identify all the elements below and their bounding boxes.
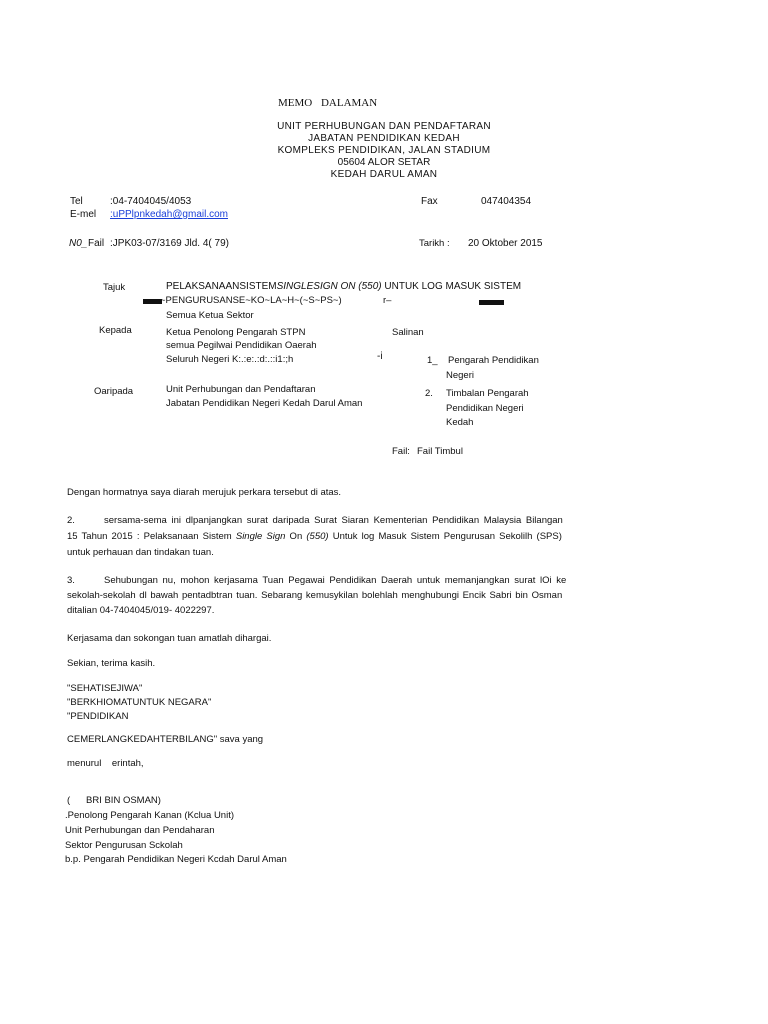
daripada-line-1: Unit Perhubungan dan Pendaftaran	[166, 384, 316, 395]
signatory-sector: Sektor Pengurusan Sckolah	[65, 840, 183, 851]
subject-line-2: ~PENGURUSANSE~KO~LA~H~(~S~PS~)	[160, 295, 342, 306]
p2-text-a: 15 Tahun 2015 : Pelaksanaan Sistem	[67, 531, 236, 542]
date-value: 20 Oktober 2015	[468, 238, 543, 249]
paragraph-3-line-1: Sehubungan nu, mohon kerjasama Tuan Pegawai Pendidikan Daerah untuk memanjangkan surat lOi ke	[104, 575, 567, 586]
header-state: KEDAH DARUL AMAN	[330, 169, 438, 180]
subject-line-2-mark: r–	[383, 295, 392, 306]
subject-line-1	[166, 281, 521, 292]
p2-text-e: Untuk log Masuk Sistem Pengurusan Sekolilh (SPS)	[328, 531, 562, 542]
signatory-on-behalf: b.p. Pengarah Pendidikan Negeri Kcdah Darul Aman	[65, 854, 287, 865]
email-link[interactable]: :uPPlpnkedah@gmail.com	[110, 209, 228, 220]
subject-part-a: PELAKSANAANSISTEM	[166, 281, 277, 292]
kepada-line-3: Seluruh Negeri K:.:e:.:d:.::i1:;h	[166, 354, 294, 365]
paragraph-2-line-3: untuk perhauan dan tindakan tuan.	[67, 547, 214, 558]
greeting: Dengan hormatnya saya diarah merujuk perkara tersebut di atas.	[67, 487, 342, 498]
header-complex: KOMPLEKS PENDIDIKAN, JALAN STADIUM	[277, 145, 491, 156]
paragraph-3-line-2: sekolah-sekolah dl bawah pentadbtran tuan. Sebarang kemusykilan bolehlah menghubungi Encik Sabri bin Osman	[67, 590, 563, 601]
p2-text-b: Single Sign	[235, 531, 286, 542]
signatory-position: .Penolong Pengarah Kanan (Kclua Unit)	[65, 810, 235, 821]
signatory-name: ( BRI BIN OSMAN)	[67, 795, 161, 806]
date-label: Tarikh :	[419, 238, 450, 249]
fail-label: Fail:	[392, 446, 410, 457]
copy-1-line-1: Pengarah Pendidikan	[448, 355, 539, 366]
copy-1-number: 1_	[427, 355, 438, 366]
fax-value: 047404354	[481, 196, 532, 207]
cooperation-line: Kerjasama dan sokongan tuan amatlah dihargai.	[67, 633, 272, 644]
p2-text-c: On	[285, 531, 307, 542]
daripada-line-2: Jabatan Pendidikan Negeri Kedah Darul Aman	[166, 398, 363, 409]
paragraph-3-number: 3.	[67, 575, 75, 586]
tel-label: Tel	[70, 196, 83, 207]
email-label: E-mel	[70, 209, 97, 220]
header-postcode: 05604 ALOR SETAR	[337, 157, 431, 168]
tel-value: :04-7404045/4053	[110, 196, 192, 207]
motto-1: "SEHATISEJIWA"	[67, 683, 143, 694]
thanks-line: Sekian, terima kasih.	[67, 658, 156, 669]
kepada-line-2: semua Pegilwai Pendidikan Oaerah	[166, 340, 317, 351]
paragraph-2-line-2	[67, 531, 562, 542]
kepada-label: Kepada	[99, 325, 132, 336]
motto-2: "BERKHIOMATUNTUK NEGARA"	[67, 697, 212, 708]
order-line: menurul erintah,	[67, 758, 144, 769]
fail-value: Fail Timbul	[417, 446, 463, 457]
header-unit: UNIT PERHUBUNGAN DAN PENDAFTARAN	[277, 121, 491, 132]
paragraph-3-line-3: ditalian 04-7404045/019- 4022297.	[67, 605, 215, 616]
copy-2-line-1: Timbalan Pengarah	[446, 388, 529, 399]
copy-2-number: 2.	[425, 388, 433, 399]
daripada-label: Oaripada	[94, 386, 134, 397]
ref-label: N0_	[69, 238, 88, 249]
motto-4: CEMERLANGKEDAHTERBILANG" sava yang	[67, 734, 264, 745]
ref-number: :JPK03-07/3169 Jld. 4( 79)	[110, 238, 229, 249]
paragraph-2-number: 2.	[67, 515, 75, 526]
signatory-unit: Unit Perhubungan dan Pendaharan	[65, 825, 215, 836]
copy-1-line-2: Negeri	[446, 370, 474, 381]
salinan-label: Salinan	[392, 327, 424, 338]
subject-part-b: SINGLESIGN ON (550)	[276, 281, 382, 292]
fax-label: Fax	[421, 196, 438, 207]
sectors-line: Semua Ketua Sektor	[166, 310, 254, 321]
p2-text-d: (550)	[306, 531, 329, 542]
kepada-line-1: Ketua Penolong Pengarah STPN	[166, 327, 306, 338]
motto-3: "PENDIDIKAN	[67, 711, 129, 722]
ref-fail-label: Fail	[88, 238, 105, 249]
subject-label: Tajuk	[103, 282, 126, 293]
subject-part-c: UNTUK LOG MASUK SISTEM	[381, 281, 522, 292]
redaction-mark-right	[479, 300, 504, 305]
header-department: JABATAN PENDIDIKAN KEDAH	[308, 133, 460, 144]
stray-mark: -i	[377, 351, 383, 362]
memo-title: MEMO DALAMAN	[278, 97, 378, 109]
copy-2-line-3: Kedah	[446, 417, 474, 428]
paragraph-2-line-1: sersama-sema ini dlpanjangkan surat daripada Surat Siaran Kementerian Pendidikan Malaysia Bilangan	[104, 515, 563, 526]
copy-2-line-2: Pendidikan Negeri	[446, 403, 524, 414]
